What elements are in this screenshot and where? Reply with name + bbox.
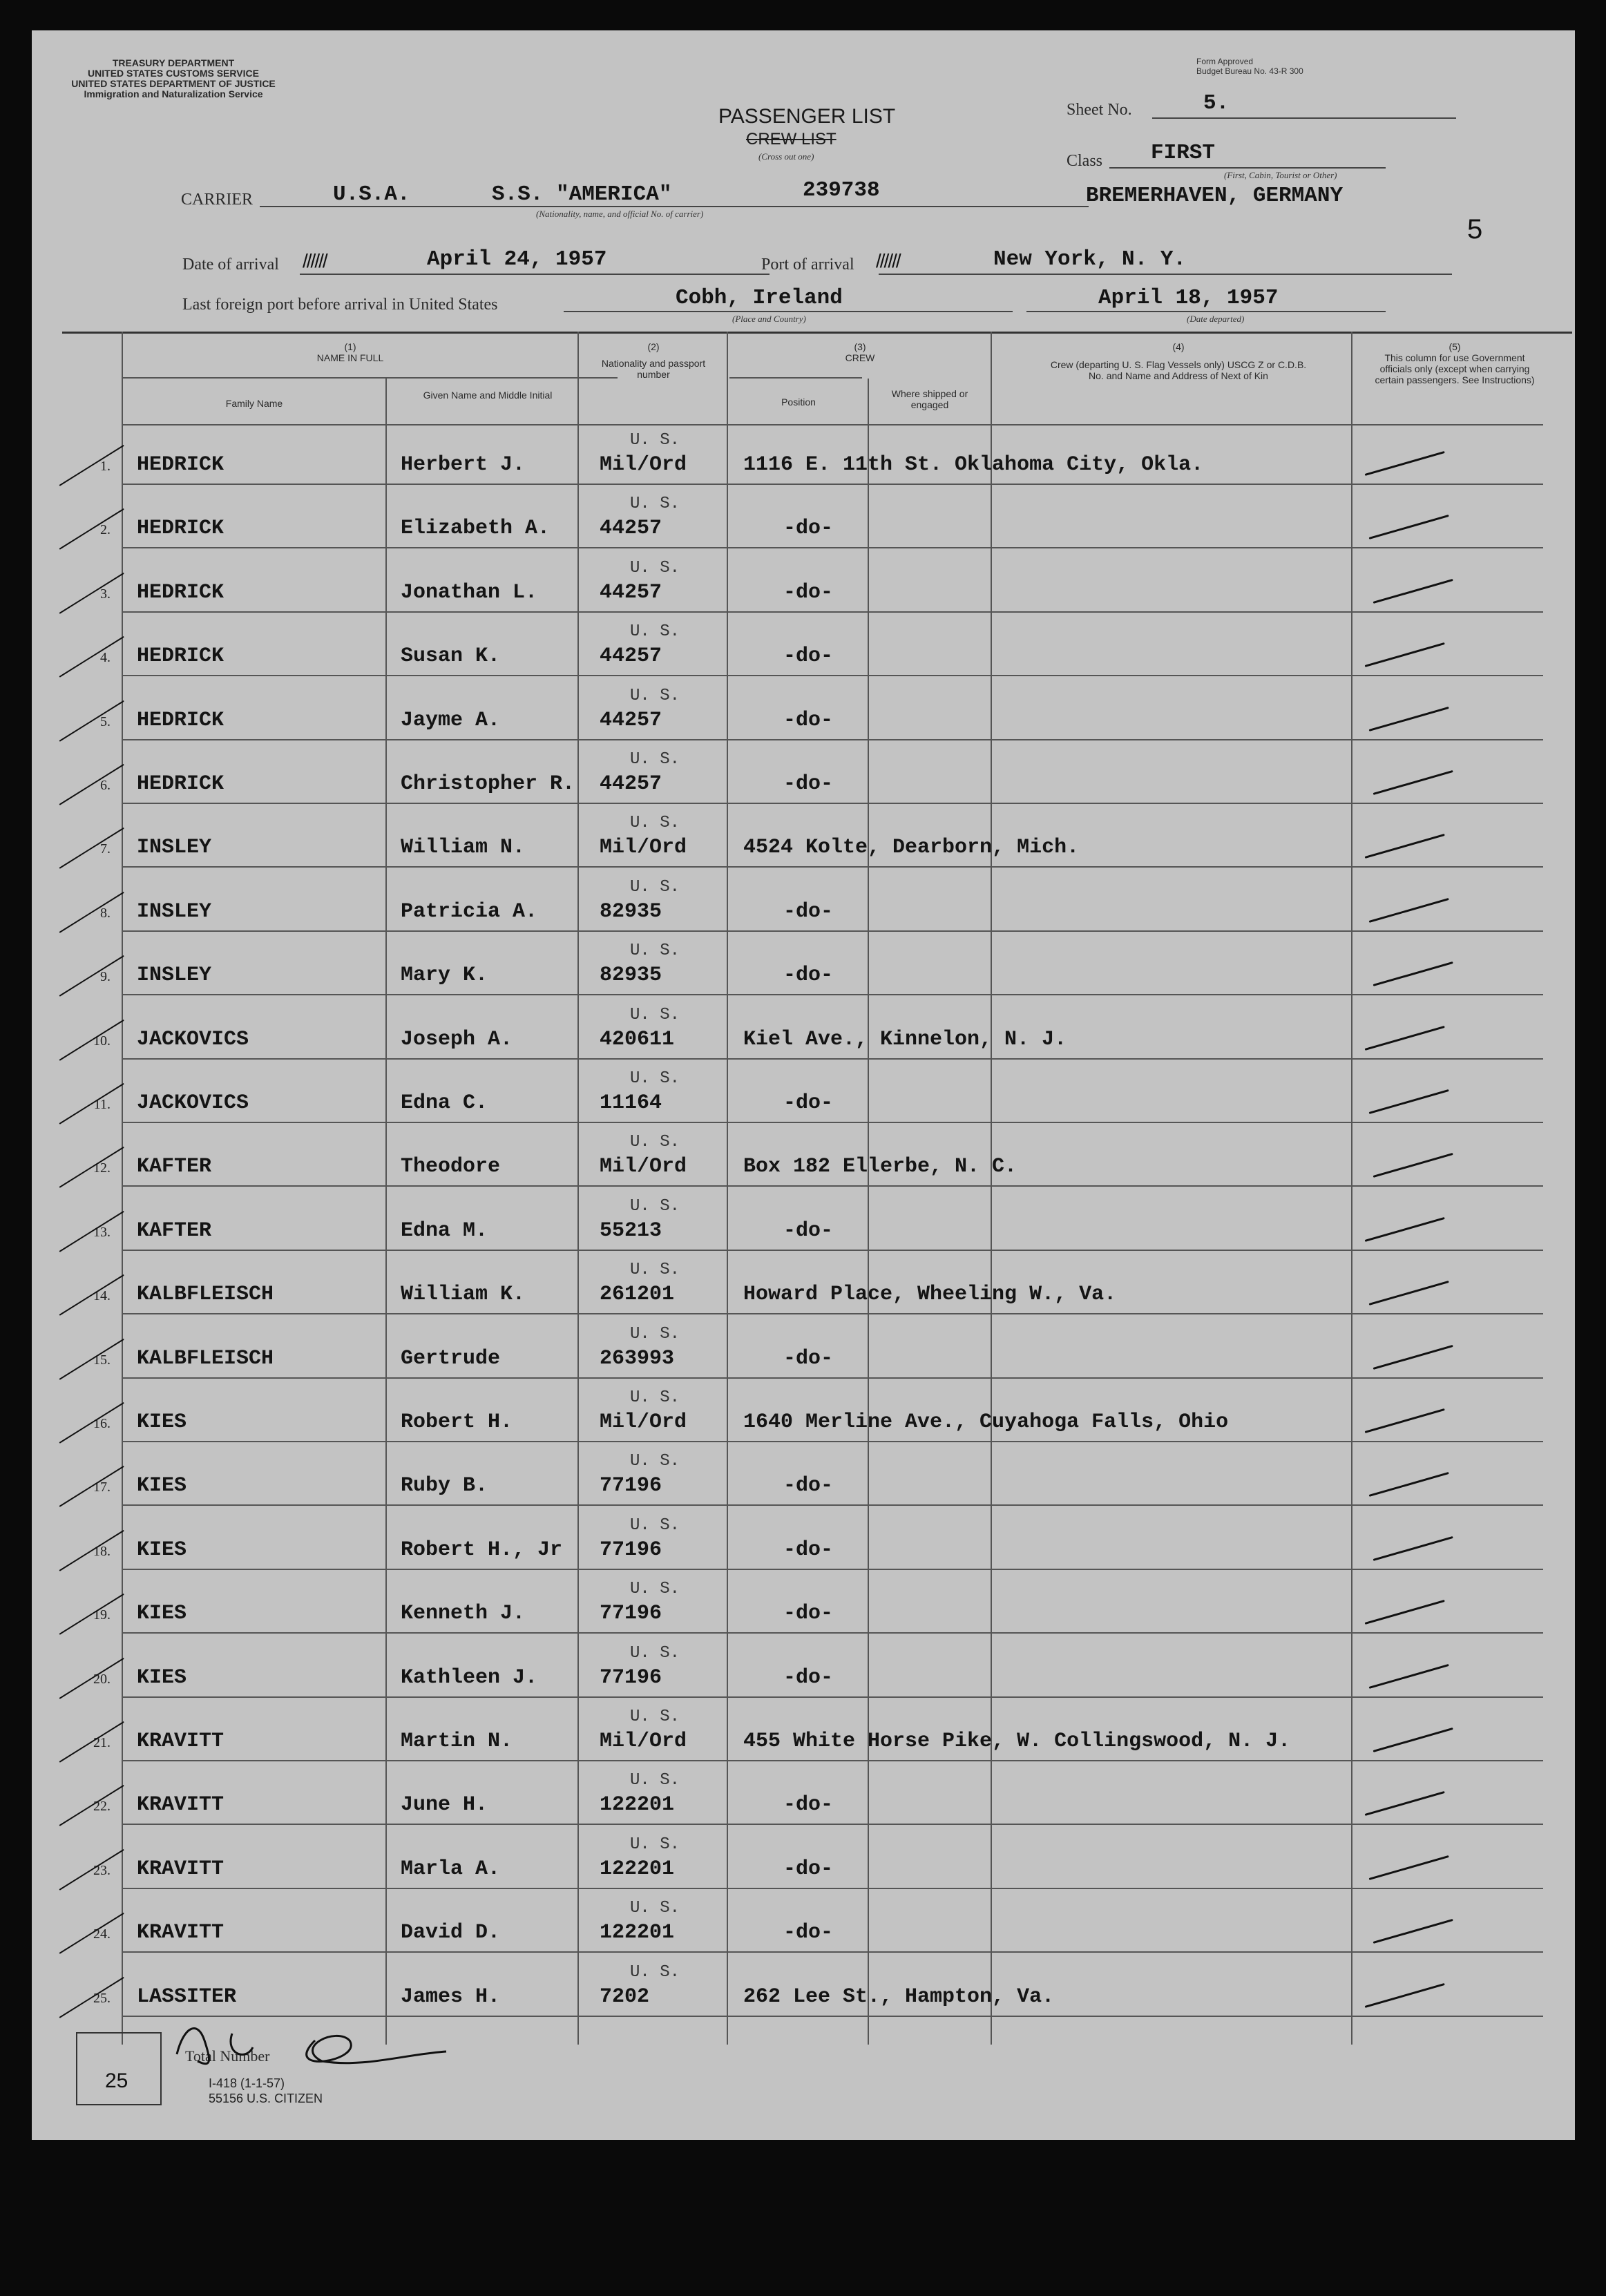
row-rule [123,1441,1543,1442]
address: -do- [783,708,834,732]
address: 1640 Merline Ave., Cuyahoga Falls, Ohio [743,1410,1229,1434]
row-number: 11. [93,1097,111,1112]
row-number: 6. [100,778,111,793]
date-departed-hint: (Date departed) [1187,314,1245,324]
nationality-us: U. S. [630,1388,680,1407]
given-name: Theodore [401,1155,501,1179]
passport-number: 82935 [600,964,662,988]
passport-number: 122201 [600,1857,675,1881]
row-rule [123,1760,1543,1761]
family-name: JACKOVICS [137,1027,249,1051]
agency-line: Immigration and Naturalization Service [84,88,263,99]
given-name: Martin N. [401,1730,513,1753]
nationality-us: U. S. [630,495,680,514]
family-name-header: Family Name [225,398,283,409]
margin-slash [59,573,124,614]
passport-number: 261201 [600,1283,675,1307]
form-number: I-418 (1-1-57) [209,2076,285,2090]
row-number: 25. [93,1990,111,2006]
family-name: HEDRICK [137,580,224,604]
check-mark [1373,1345,1453,1370]
address: Kiel Ave., Kinnelon, N. J. [743,1027,1067,1051]
row-number: 14. [93,1288,111,1304]
last-port-hint: (Place and Country) [732,314,806,324]
family-name: KRAVITT [137,1730,224,1753]
col-number: (1) [344,341,356,352]
row-number: 23. [93,1862,111,1878]
check-mark [1373,579,1453,604]
passport-number: 55213 [600,1218,662,1243]
nationality-us: U. S. [630,1324,680,1343]
given-name: Patricia A. [401,899,538,924]
address: 1116 E. 11th St. Oklahoma City, Okla. [743,453,1204,477]
family-name: KAFTER [137,1218,212,1243]
family-name: KRAVITT [137,1793,224,1817]
class-label: Class [1067,152,1103,170]
carrier-hint: (Nationality, name, and official No. of carrier) [536,209,704,219]
margin-slash [59,1913,124,1954]
given-name: Elizabeth A. [401,517,551,541]
nationality-us: U. S. [630,1515,680,1535]
nationality-us: U. S. [630,431,680,450]
row-rule [123,1185,1543,1187]
struck-marks: ////// [303,250,327,271]
row-number: 8. [100,905,111,921]
row-rule [123,547,1543,548]
address: 455 White Horse Pike, W. Collingswood, N. J. [743,1730,1291,1753]
margin-slash [59,1657,124,1699]
row-rule [123,1504,1543,1506]
carrier-label: CARRIER [181,191,254,209]
carrier-nationality: U.S.A. [333,182,410,207]
given-name: Jayme A. [401,708,501,732]
check-mark [1365,1791,1445,1816]
nationality-us: U. S. [630,1899,680,1918]
row-rule [123,1632,1543,1634]
family-name: HEDRICK [137,772,224,796]
struck-marks: ////// [876,250,900,271]
col5-header [1372,341,1538,385]
row-number: 4. [100,650,111,666]
row-number: 5. [100,714,111,729]
cross-out-hint: (Cross out one) [758,151,814,162]
address: -do- [783,1665,834,1690]
given-name: David D. [401,1921,501,1945]
address: -do- [783,1346,834,1370]
passport-number: Mil/Ord [600,1155,687,1179]
address: -do- [783,1602,834,1626]
given-name: Ruby B. [401,1474,488,1498]
family-name: KIES [137,1410,187,1434]
nationality-us: U. S. [630,622,680,642]
nationality-us: U. S. [630,1196,680,1216]
form-approved-line: Form Approved [1196,57,1254,66]
nationality-us: U. S. [630,941,680,961]
nationality-us: U. S. [630,1069,680,1088]
total-box-value: 25 [105,2069,128,2092]
check-mark [1365,1983,1445,2008]
margin-slash [59,1402,124,1444]
form-approved [1196,57,1303,76]
given-name: Joseph A. [401,1027,513,1051]
row-rule [123,1824,1543,1825]
nationality-us: U. S. [630,686,680,705]
row-number: 19. [93,1607,111,1623]
address: 4524 Kolte, Dearborn, Mich. [743,836,1080,860]
passport-number: 77196 [600,1474,662,1498]
row-number: 12. [93,1160,111,1176]
row-number: 18. [93,1543,111,1559]
row-rule [123,803,1543,804]
port-label: Port of arrival [761,256,854,274]
sheet-value: 5. [1203,91,1230,115]
address: -do- [783,644,834,669]
address: -do- [783,517,834,541]
agency-line: TREASURY DEPARTMENT [112,57,235,68]
passport-number: 77196 [600,1665,662,1690]
col4-header [1047,341,1310,381]
nationality-us: U. S. [630,1835,680,1854]
address: -do- [783,1474,834,1498]
margin-slash [59,892,124,933]
address: -do- [783,580,834,604]
row-rule [123,675,1543,676]
passport-number: 7202 [600,1984,650,2009]
given-name: Edna M. [401,1218,488,1243]
margin-slash [59,636,124,678]
address: -do- [783,1538,834,1562]
check-mark [1369,1472,1449,1497]
margin-slash [59,764,124,805]
margin-slash [59,445,124,486]
given-name: James H. [401,1984,501,2009]
check-mark [1373,1728,1453,1752]
nationality-us: U. S. [630,558,680,577]
given-name: Jonathan L. [401,580,538,604]
class-value: FIRST [1151,141,1216,165]
address: Box 182 Ellerbe, N. C. [743,1155,1017,1179]
row-rule [123,611,1543,613]
row-rule [123,1122,1543,1123]
given-name: Herbert J. [401,453,526,477]
margin-slash [59,1147,124,1188]
agency-line: UNITED STATES DEPARTMENT OF JUSTICE [71,78,276,89]
check-mark [1365,1026,1445,1051]
check-mark [1369,1089,1449,1114]
family-name: KIES [137,1538,187,1562]
check-mark [1365,834,1445,859]
passport-number: 44257 [600,580,662,604]
passport-number: 420611 [600,1027,675,1051]
col-title: Crew (departing U. S. Flag Vessels only) USCG Z or C.D.B. No. and Name and Address of Next of Kin [1050,359,1307,381]
row-number: 17. [93,1480,111,1495]
nationality-us: U. S. [630,1005,680,1024]
given-name: Robert H., Jr [401,1538,563,1562]
page-title: PASSENGER LIST [718,105,896,128]
margin-slash [59,1466,124,1507]
margin-slash [59,1721,124,1763]
check-mark [1365,1217,1445,1242]
nationality-us: U. S. [630,1771,680,1790]
family-name: INSLEY [137,964,212,988]
family-name: KALBFLEISCH [137,1346,274,1370]
date-departed-value: April 18, 1957 [1098,286,1279,310]
date-value: April 24, 1957 [427,247,607,271]
passport-number: 44257 [600,517,662,541]
row-number: 10. [93,1033,111,1049]
passport-number: 11164 [600,1091,662,1115]
crossed-title: CREW LIST [746,130,837,149]
col-number: (3) [854,341,866,352]
given-name: Kenneth J. [401,1602,526,1626]
row-number: 21. [93,1735,111,1750]
margin-slash [59,1338,124,1379]
last-port-label: Last foreign port before arrival in United States [182,296,498,314]
row-number: 20. [93,1671,111,1687]
col-title: This column for use Government officials only (except when carrying certain passengers. See Instructions) [1375,352,1535,385]
margin-slash [59,1785,124,1826]
check-mark [1373,962,1453,986]
margin-slash [59,827,124,869]
row-number: 1. [100,459,111,474]
given-name: Christopher R. [401,772,575,796]
family-name: KRAVITT [137,1921,224,1945]
nationality-us: U. S. [630,1707,680,1726]
row-number: 15. [93,1352,111,1368]
row-number: 2. [100,522,111,538]
passport-number: Mil/Ord [600,453,687,477]
col-title: NAME IN FULL [316,352,384,363]
row-number: 13. [93,1224,111,1240]
agency-block [59,58,287,99]
margin-slash [59,1849,124,1891]
passport-number: 44257 [600,772,662,796]
col-number: (5) [1449,341,1461,352]
col-number: (4) [1172,341,1185,352]
form-citizen: 55156 U.S. CITIZEN [209,2092,323,2105]
carrier-number: 239738 [803,178,880,202]
passport-number: 44257 [600,708,662,732]
family-name: INSLEY [137,899,212,924]
row-number: 3. [100,586,111,602]
check-mark [1373,1153,1453,1178]
passport-number: 44257 [600,644,662,669]
given-name: William K. [401,1283,526,1307]
family-name: KRAVITT [137,1857,224,1881]
given-name: Kathleen J. [401,1665,538,1690]
row-number: 22. [93,1799,111,1815]
sheet-label: Sheet No. [1067,101,1132,119]
margin-slash [59,1211,124,1252]
family-name: HEDRICK [137,517,224,541]
margin-slash [59,1594,124,1635]
family-name: INSLEY [137,836,212,860]
margin-slash [59,1976,124,2018]
col3-header [729,341,991,363]
check-mark [1373,1536,1453,1561]
row-rule [123,866,1543,868]
row-number: 16. [93,1416,111,1431]
margin-slash [59,508,124,550]
passport-number: 77196 [600,1538,662,1562]
signature-scribble [156,2013,481,2089]
nationality-us: U. S. [630,750,680,769]
check-mark [1369,1281,1449,1305]
check-mark [1365,451,1445,476]
check-mark [1369,1664,1449,1689]
margin-slash [59,1019,124,1060]
check-mark [1365,1600,1445,1625]
family-name: KIES [137,1602,187,1626]
family-name: HEDRICK [137,644,224,669]
class-hint: (First, Cabin, Tourist or Other) [1224,170,1337,180]
total-box [76,2032,162,2105]
row-rule [123,1058,1543,1060]
row-rule [123,1250,1543,1251]
given-name: Marla A. [401,1857,501,1881]
nationality-us: U. S. [630,1962,680,1982]
check-mark [1373,770,1453,795]
row-rule [123,1951,1543,1953]
where-shipped-header: Where shipped or engaged [891,388,968,410]
family-name: LASSITER [137,1984,237,2009]
form-approved-line: Budget Bureau No. 43-R 300 [1196,66,1303,76]
margin-slash [59,955,124,997]
row-number: 9. [100,969,111,985]
given-name: Robert H. [401,1410,513,1434]
family-name: KIES [137,1474,187,1498]
family-name: KIES [137,1665,187,1690]
family-name: KALBFLEISCH [137,1283,274,1307]
margin-slash [59,1083,124,1125]
given-name: William N. [401,836,526,860]
family-name: JACKOVICS [137,1091,249,1115]
agency-line: UNITED STATES CUSTOMS SERVICE [88,68,259,79]
family-name: HEDRICK [137,708,224,732]
address: -do- [783,964,834,988]
departure-city: BREMERHAVEN, GERMANY [1086,184,1344,208]
passport-number: Mil/Ord [600,1730,687,1753]
passport-number: 122201 [600,1921,675,1945]
address: -do- [783,1857,834,1881]
row-rule [123,739,1543,740]
row-rule [123,1313,1543,1314]
nationality-us: U. S. [630,877,680,897]
check-mark [1369,515,1449,539]
given-name: Mary K. [401,964,488,988]
row-number: 7. [100,841,111,857]
margin-slash [59,1274,124,1316]
carrier-name: S.S. "AMERICA" [492,182,672,207]
row-rule [123,484,1543,485]
row-rule [123,1888,1543,1889]
nationality-us: U. S. [630,1133,680,1152]
row-rule [123,994,1543,995]
row-number: 24. [93,1926,111,1942]
last-port-value: Cobh, Ireland [676,286,843,310]
form-sheet [32,30,1575,2140]
position-header: Position [781,396,816,408]
address: -do- [783,1921,834,1945]
given-name: June H. [401,1793,488,1817]
passport-number: 263993 [600,1346,675,1370]
address: -do- [783,1218,834,1243]
address: -do- [783,1091,834,1115]
row-rule [123,1569,1543,1570]
nationality-us: U. S. [630,814,680,833]
given-name-header: Given Name and Middle Initial [423,390,553,401]
port-value: New York, N. Y. [993,247,1187,271]
check-mark [1365,642,1445,667]
total-label: Total Number [185,2047,270,2065]
nationality-us: U. S. [630,1580,680,1599]
address: -do- [783,772,834,796]
check-mark [1365,1408,1445,1433]
col-number: (2) [647,341,660,352]
check-mark [1369,898,1449,923]
page-number: 5 [1467,214,1483,245]
address: -do- [783,899,834,924]
margin-slash [59,1530,124,1571]
col1-header [123,341,577,363]
check-mark [1373,1919,1453,1944]
nationality-us: U. S. [630,1643,680,1663]
address: Howard Place, Wheeling W., Va. [743,1283,1117,1307]
passport-number: Mil/Ord [600,1410,687,1434]
passport-number: 77196 [600,1602,662,1626]
row-rule [123,930,1543,932]
row-rule [123,1377,1543,1379]
row-rule [123,1696,1543,1698]
nationality-us: U. S. [630,1452,680,1471]
col-title: Nationality and passport number [601,358,706,380]
nationality-us: U. S. [630,1261,680,1280]
given-name: Susan K. [401,644,501,669]
check-mark [1369,1855,1449,1880]
address: -do- [783,1793,834,1817]
passport-number: Mil/Ord [600,836,687,860]
family-name: HEDRICK [137,453,224,477]
given-name: Gertrude [401,1346,501,1370]
col-title: CREW [845,352,875,363]
family-name: KAFTER [137,1155,212,1179]
margin-slash [59,700,124,741]
address: 262 Lee St., Hampton, Va. [743,1984,1055,2009]
passport-number: 82935 [600,899,662,924]
date-label: Date of arrival [182,256,279,274]
check-mark [1369,707,1449,731]
col2-header [598,341,709,380]
given-name: Edna C. [401,1091,488,1115]
passport-number: 122201 [600,1793,675,1817]
